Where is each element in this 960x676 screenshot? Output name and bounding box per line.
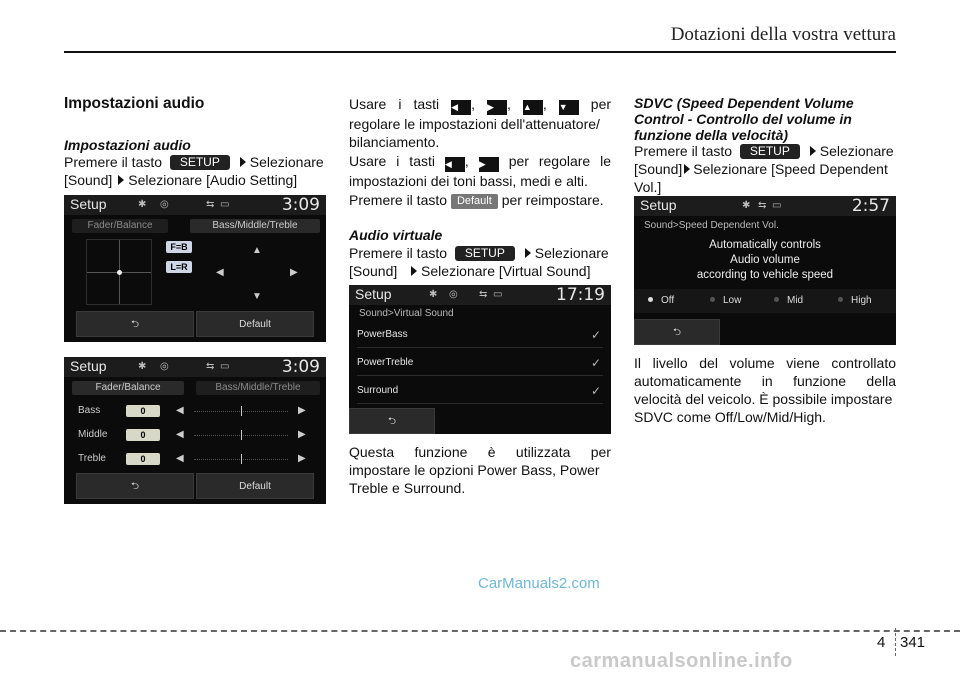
bass-decrease-icon[interactable]: ◀ (176, 405, 184, 416)
header-rule (64, 51, 896, 53)
text-line: Vol.] (634, 179, 662, 195)
text-line: automaticamente in funzione della (634, 373, 896, 389)
fader-value: F=B (166, 241, 192, 253)
bass-increase-icon[interactable]: ▶ (298, 405, 306, 416)
heading-line: SDVC (Speed Dependent Volume (634, 95, 854, 111)
back-button[interactable]: ⮌ (349, 408, 435, 434)
text-line: velocità del veicolo. È possibile impostare (634, 391, 893, 407)
up-arrow-icon[interactable]: ▲ (252, 245, 262, 256)
setup-key: SETUP (740, 144, 800, 159)
footer-separator (895, 628, 897, 656)
setup-key: SETUP (170, 155, 230, 170)
text-line: regolare le impostazioni dell'attenuatore/ (349, 116, 600, 132)
screen-clock: 3:09 (281, 195, 320, 215)
text-line: Il livello del volume viene controllato (634, 355, 896, 371)
battery-icon: ▭ (772, 200, 782, 211)
balance-grid[interactable] (86, 239, 152, 305)
list-item-powerbass[interactable] (357, 323, 603, 348)
paragraph-fader-keys: Usare i tasti ◀ , ▶ , ▲ , ▼ per regolare le impostazioni dell'attenuatore/ bilanciamento. (349, 96, 612, 150)
battery-icon: ▭ (220, 199, 230, 210)
left-arrow-icon[interactable]: ◀ (216, 267, 224, 278)
text-fragment: Selezionare [Speed Dependent (693, 161, 888, 177)
option-label: High (851, 295, 872, 306)
usb-icon: ⇆ (206, 361, 215, 372)
text-fragment: Selezionare (819, 143, 894, 159)
arrow-right-icon (240, 157, 246, 167)
radio-icon (774, 297, 779, 302)
down-arrow-icon[interactable]: ▼ (252, 291, 262, 302)
sub-heading-virtual-audio: Audio virtuale (349, 227, 443, 243)
list-item-surround[interactable] (357, 379, 603, 404)
heading-line: Control - Controllo del volume in (634, 111, 852, 127)
section-heading: Impostazioni audio (64, 95, 205, 112)
text-fragment: [Sound] (349, 263, 398, 279)
heading-line: funzione della velocità) (634, 127, 789, 143)
radio-selected-icon (648, 297, 653, 302)
tab-fader-balance[interactable]: Fader/Balance (72, 381, 184, 395)
disc-icon: ◎ (449, 289, 458, 300)
text-fragment: Selezionare (534, 245, 609, 261)
list-item-powertreble[interactable] (357, 351, 603, 376)
default-button[interactable]: Default (196, 473, 314, 499)
middle-increase-icon[interactable]: ▶ (298, 429, 306, 440)
text-fragment: Premere il tasto (349, 192, 448, 208)
option-label: Off (661, 295, 675, 306)
disc-icon: ◎ (160, 361, 169, 372)
arrow-right-icon (411, 266, 417, 276)
bluetooth-icon: ✱ (138, 361, 147, 372)
page-number: 341 (900, 634, 926, 651)
left-key-icon: ◀ (445, 157, 465, 172)
option-high[interactable] (838, 295, 872, 306)
option-off[interactable] (648, 295, 674, 306)
screen-title: Setup (355, 286, 392, 302)
check-icon: ✓ (590, 328, 601, 342)
bluetooth-icon: ✱ (742, 200, 751, 211)
paragraph-sdvc-description (634, 354, 896, 426)
bass-value: 0 (126, 405, 160, 417)
tab-fader-balance[interactable]: Fader/Balance (72, 219, 168, 233)
option-label: Low (723, 295, 742, 306)
message-line: Audio volume (730, 254, 800, 266)
list-item-label: Surround (357, 385, 399, 396)
screen-bass-middle-treble (64, 357, 326, 504)
paragraph-virtual-description (349, 443, 611, 497)
middle-value: 0 (126, 429, 160, 441)
text-fragment: per (590, 96, 612, 112)
text-fragment: Questa (349, 444, 395, 460)
text-line: impostare le opzioni Power Bass, Power (349, 462, 600, 478)
text-fragment: Premere il tasto (64, 154, 163, 170)
text-fragment: Usare i tasti (349, 153, 435, 169)
check-icon: ✓ (590, 356, 601, 370)
middle-slider-thumb[interactable] (241, 430, 242, 440)
paragraph-reset (349, 191, 611, 209)
middle-label: Middle (78, 429, 108, 440)
radio-icon (838, 297, 843, 302)
bass-slider-thumb[interactable] (241, 406, 242, 416)
screen-virtual-sound (349, 285, 611, 434)
text-fragment: è (487, 444, 496, 460)
tab-bass-middle-treble[interactable]: Bass/Middle/Treble (196, 381, 320, 395)
option-mid[interactable] (774, 295, 803, 306)
arrow-right-icon (684, 164, 690, 174)
screen-title: Setup (640, 197, 677, 213)
text-fragment: per regolare le (508, 153, 612, 169)
option-label: Mid (787, 295, 804, 306)
text-line: bilanciamento. (349, 134, 440, 150)
instruction-text (64, 153, 326, 189)
usb-icon: ⇆ (758, 200, 767, 211)
right-key-icon: ▶ (479, 157, 499, 172)
text-fragment: [Sound] (634, 161, 683, 177)
back-button[interactable]: ⮌ (76, 311, 194, 337)
battery-icon: ▭ (220, 361, 230, 372)
check-icon: ✓ (590, 384, 601, 398)
text-fragment: Usare i tasti (349, 96, 440, 112)
right-arrow-icon[interactable]: ▶ (290, 267, 298, 278)
setup-key: SETUP (455, 246, 515, 261)
arrow-right-icon (810, 146, 816, 156)
instruction-text-sdvc (634, 142, 896, 196)
sub-heading-sdvc (634, 95, 896, 143)
screen-clock: 2:57 (851, 196, 890, 216)
default-key: Default (451, 194, 498, 209)
disc-icon: ◎ (160, 199, 169, 210)
usb-icon: ⇆ (479, 289, 488, 300)
list-item-label: PowerTreble (357, 357, 414, 368)
balance-value: L=R (166, 261, 192, 273)
option-low[interactable] (710, 295, 741, 306)
text-fragment: Selezionare [Virtual Sound] (421, 263, 591, 279)
text-fragment: Premere il tasto (634, 143, 733, 159)
chapter-number: 4 (877, 634, 886, 651)
text-fragment: Selezionare (249, 154, 324, 170)
middle-decrease-icon[interactable]: ◀ (176, 429, 184, 440)
screen-title: Setup (70, 358, 107, 374)
text-line: impostazioni dei toni bassi, medi e alti. (349, 173, 588, 189)
right-key-icon: ▶ (487, 100, 507, 115)
text-fragment: [Sound] (64, 172, 113, 188)
back-button[interactable]: ⮌ (76, 473, 194, 499)
treble-label: Treble (78, 453, 106, 464)
text-line: Treble e Surround. (349, 480, 466, 496)
text-line: SDVC come Off/Low/Mid/High. (634, 409, 826, 425)
bluetooth-icon: ✱ (429, 289, 438, 300)
message-line: Automatically controls (709, 239, 821, 251)
arrow-right-icon (525, 248, 531, 258)
footer-rule (0, 630, 960, 632)
treble-slider-thumb[interactable] (241, 454, 242, 464)
screen-breadcrumb: Sound>Virtual Sound (359, 308, 454, 319)
radio-icon (710, 297, 715, 302)
instruction-text-virtual (349, 244, 611, 280)
running-header-title: Dotazioni della vostra vettura (670, 24, 896, 45)
watermark-link[interactable]: CarManuals2.com (478, 575, 600, 592)
tab-bass-middle-treble[interactable]: Bass/Middle/Treble (190, 219, 320, 233)
sub-heading: Impostazioni audio (64, 137, 191, 153)
text-fragment: utilizzata (515, 444, 571, 460)
watermark-footer: carmanualsonline.info (570, 650, 793, 672)
screen-speed-dependent-volume (634, 196, 896, 345)
screen-title: Setup (70, 196, 107, 212)
treble-value: 0 (126, 453, 160, 465)
down-key-icon: ▼ (559, 100, 579, 115)
left-key-icon: ◀ (451, 100, 471, 115)
battery-icon: ▭ (493, 289, 503, 300)
up-key-icon: ▲ (523, 100, 543, 115)
text-fragment: per (590, 444, 611, 460)
text-fragment: funzione (414, 444, 468, 460)
screen-fader-balance (64, 195, 326, 342)
list-item-label: PowerBass (357, 329, 408, 340)
text-fragment: per reimpostare. (501, 192, 604, 208)
screen-clock: 17:19 (556, 285, 605, 305)
arrow-right-icon (118, 175, 124, 185)
text-fragment: Selezionare [Audio Setting] (128, 172, 298, 188)
balance-point[interactable] (117, 270, 122, 275)
screen-clock: 3:09 (281, 357, 320, 377)
default-button[interactable]: Default (196, 311, 314, 337)
treble-decrease-icon[interactable]: ◀ (176, 453, 184, 464)
treble-increase-icon[interactable]: ▶ (298, 453, 306, 464)
text-fragment: Premere il tasto (349, 245, 448, 261)
message-line: according to vehicle speed (696, 269, 834, 281)
bass-label: Bass (78, 405, 101, 416)
bluetooth-icon: ✱ (138, 199, 147, 210)
usb-icon: ⇆ (206, 199, 215, 210)
screen-breadcrumb: Sound>Speed Dependent Vol. (644, 220, 779, 231)
back-button[interactable]: ⮌ (634, 319, 720, 345)
paragraph-tone-keys: Usare i tasti ◀ , ▶ per regolare le impostazioni dei toni bassi, medi e alti. (349, 153, 612, 189)
